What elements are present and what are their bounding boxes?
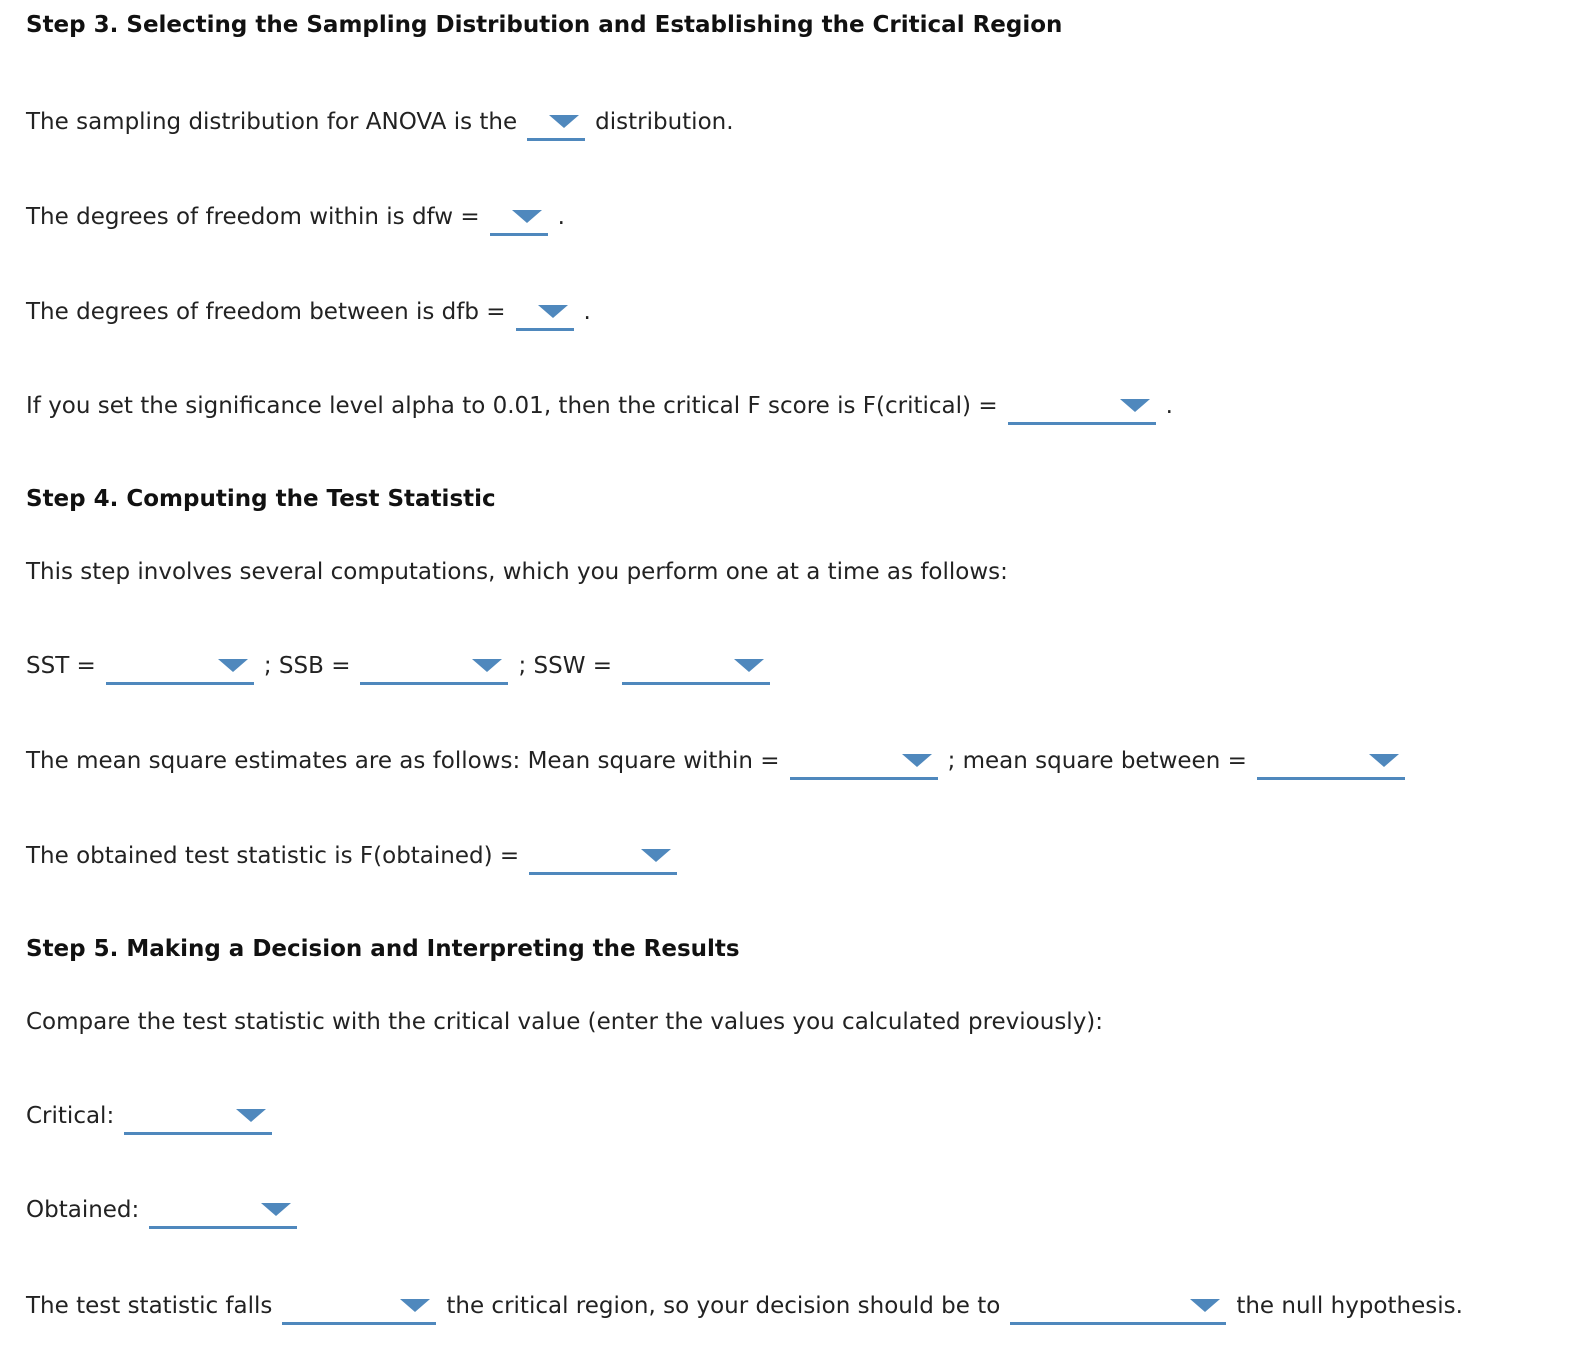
chevron-down-icon <box>538 305 568 318</box>
step4-heading: Step 4. Computing the Test Statistic <box>26 486 496 512</box>
chevron-down-icon <box>472 659 502 672</box>
ms-within-label: The mean square estimates are as follows: Mean square within = <box>26 748 780 774</box>
dfb-row <box>26 292 591 332</box>
chevron-down-icon <box>1190 1299 1220 1312</box>
f-obtained-dropdown[interactable] <box>529 838 677 875</box>
f-obtained-row <box>26 836 687 876</box>
chevron-down-icon <box>734 659 764 672</box>
ssb-label: ; SSB = <box>263 653 351 679</box>
sst-dropdown[interactable] <box>106 648 254 685</box>
chevron-down-icon <box>261 1203 291 1216</box>
compare-obtained-dropdown[interactable] <box>149 1192 297 1229</box>
chevron-down-icon <box>549 115 579 128</box>
step5-intro-row <box>26 1002 1103 1042</box>
ms-between-label: ; mean square between = <box>947 748 1247 774</box>
step5-heading: Step 5. Making a Decision and Interpreting the Results <box>26 936 740 962</box>
compare-obtained-row <box>26 1190 307 1230</box>
dfw-label: The degrees of freedom within is dfw = <box>26 204 480 230</box>
ssw-label: ; SSW = <box>518 653 613 679</box>
ssw-dropdown[interactable] <box>622 648 770 685</box>
step4-intro-row <box>26 552 1008 592</box>
critical-f-dropdown[interactable] <box>1008 388 1156 425</box>
dfb-label: The degrees of freedom between is dfb = <box>26 299 506 325</box>
sampling-distribution-suffix: distribution. <box>595 109 734 135</box>
ms-within-dropdown[interactable] <box>790 743 938 780</box>
mean-square-row <box>26 741 1415 781</box>
chevron-down-icon <box>400 1299 430 1312</box>
sampling-distribution-dropdown[interactable] <box>527 104 585 141</box>
null-hypothesis-label: the null hypothesis. <box>1236 1293 1463 1319</box>
dfw-period: . <box>557 204 565 230</box>
chevron-down-icon <box>512 210 542 223</box>
ms-between-dropdown[interactable] <box>1257 743 1405 780</box>
falls-label: The test statistic falls <box>26 1293 273 1319</box>
decision-dropdown[interactable] <box>1010 1288 1226 1325</box>
critical-f-period: . <box>1165 393 1173 419</box>
chevron-down-icon <box>902 754 932 767</box>
decision-row <box>26 1286 1463 1326</box>
step3-heading: Step 3. Selecting the Sampling Distribution and Establishing the Critical Region <box>26 12 1063 38</box>
dfb-dropdown[interactable] <box>516 294 574 331</box>
critical-f-label: If you set the significance level alpha to 0.01, then the critical F score is F(critical) = <box>26 393 998 419</box>
falls-dropdown[interactable] <box>282 1288 436 1325</box>
step5-intro: Compare the test statistic with the critical value (enter the values you calculated previously): <box>26 1009 1104 1035</box>
sst-label: SST = <box>26 653 96 679</box>
compare-critical-dropdown[interactable] <box>124 1098 272 1135</box>
dfw-row <box>26 197 565 237</box>
ssb-dropdown[interactable] <box>360 648 508 685</box>
sampling-distribution-label: The sampling distribution for ANOVA is the <box>26 109 518 135</box>
region-label: the critical region, so your decision should be to <box>446 1293 1001 1319</box>
critical-f-row <box>26 386 1173 426</box>
compare-critical-label: Critical: <box>26 1103 115 1129</box>
sampling-distribution-row <box>26 102 734 142</box>
chevron-down-icon <box>641 849 671 862</box>
f-obtained-label: The obtained test statistic is F(obtained) = <box>26 843 520 869</box>
chevron-down-icon <box>1120 399 1150 412</box>
chevron-down-icon <box>218 659 248 672</box>
compare-obtained-label: Obtained: <box>26 1197 140 1223</box>
dfw-dropdown[interactable] <box>490 199 548 236</box>
compare-critical-row <box>26 1096 282 1136</box>
step4-intro: This step involves several computations, which you perform one at a time as follows: <box>26 559 1008 585</box>
sum-of-squares-row <box>26 646 780 686</box>
chevron-down-icon <box>1369 754 1399 767</box>
chevron-down-icon <box>236 1109 266 1122</box>
dfb-period: . <box>583 299 591 325</box>
